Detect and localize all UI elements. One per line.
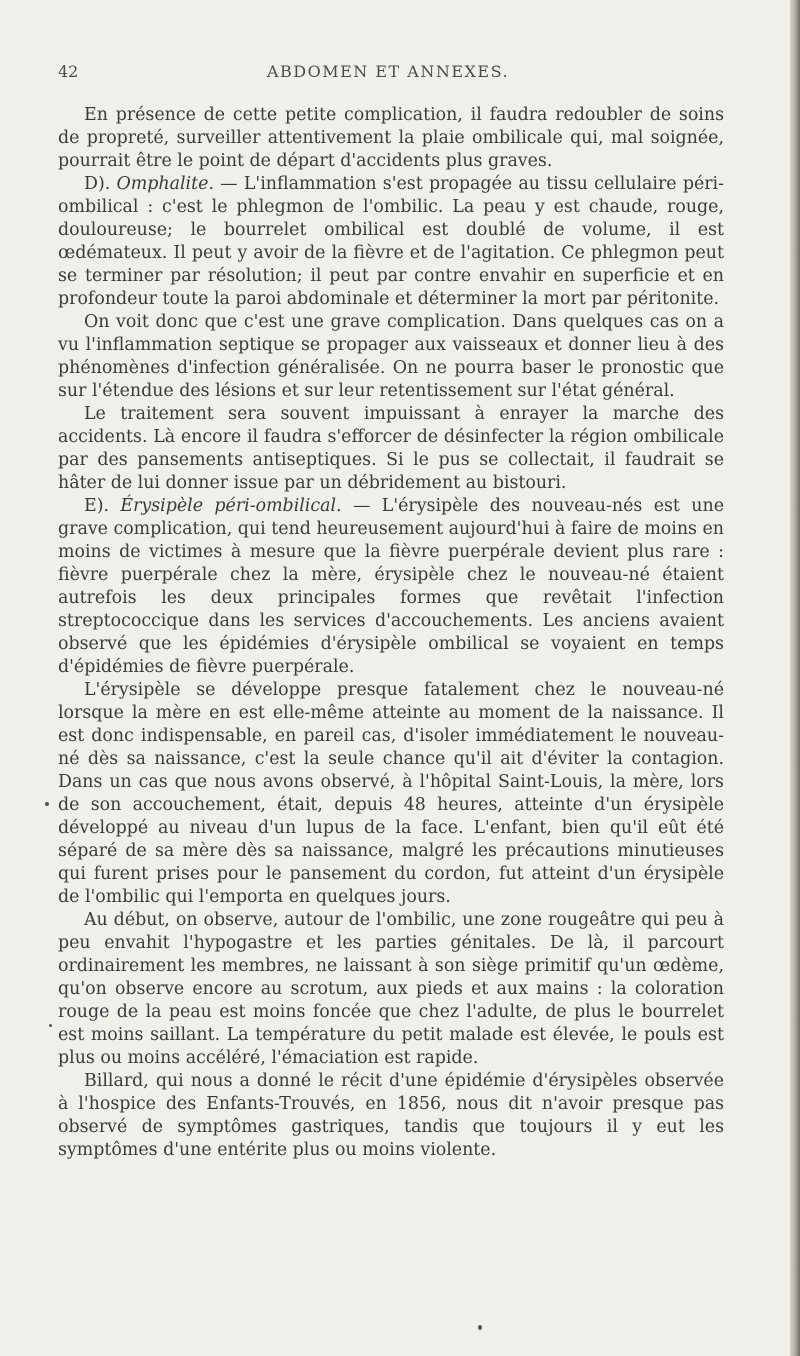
paragraph-erysipele xyxy=(58,495,724,679)
paragraph-traitement xyxy=(58,403,724,495)
paragraph-text: L'érysipèle se développe presque fatalement chez le nouveau-né lorsque la mère en est elle-même atteinte au moment de la naissance. Il est donc indispensable, en pareil cas, d'isoler immédiatement le nouveau-né dès sa naissance, c'est la seule chance qu'il ait d'éviter la contagion. Dans un cas que nous avons observé, à l'hôpital Saint-Louis, la mère, lors de son accouchement, était, depuis 48 heures, atteinte d'un érysipèle développé au niveau d'un lupus de la face. L'enfant, bien qu'il eût été séparé de sa mère dès sa naissance, malgré les précautions minutieuses qui furent prises pour le pansement du cordon, fut atteint d'un érysipèle de l'ombilic qui l'emporta en quelques jours. xyxy=(58,680,724,907)
paragraph-text: En présence de cette petite complication, il faudra redoubler de soins de propreté, surveiller attentivement la plaie ombilicale qui, mal soignée, pourrait être le point de départ d'accidents plus graves. xyxy=(58,105,724,171)
running-title: ABDOMEN ET ANNEXES. xyxy=(266,62,510,81)
ink-speck xyxy=(478,1325,482,1330)
paragraph-billard xyxy=(58,1070,724,1162)
paragraph-debut xyxy=(58,909,724,1070)
paragraph-complication xyxy=(58,311,724,403)
ink-speck xyxy=(45,802,49,806)
paragraph-text: — L'inflammation s'est propagée au tissu cellulaire péri-ombilical : c'est le phlegmon de l'ombilic. La peau y est chaude, rouge, douloureuse; le bourrelet ombilical est doublé de volume, il est œdémateux. Il peut y avoir de la fièvre et de l'agitation. Ce phlegmon peut se terminer par résolution; il peut par contre envahir en superficie et en profondeur toute la paroi abdominale et déterminer la mort par péritonite. xyxy=(58,174,724,309)
section-title: Omphalite. xyxy=(116,174,214,194)
paragraph-text: — L'érysipèle des nouveau-nés est une grave complication, qui tend heureusement aujourd'hui à faire de moins en moins de victimes à mesure que la fièvre puerpérale devient plus rare : fièvre puerpérale chez la mère, érysipèle chez le nouveau-né étaient autrefois les deux principales formes que revêtait l'infection streptococcique dans les services d'accouchements. Les anciens avaient observé que les épidémies d'érysipèle ombilical se voyaient en temps d'épidémies de fièvre puerpérale. xyxy=(58,496,724,677)
running-head xyxy=(58,62,718,84)
body-text xyxy=(58,104,724,1162)
page-edge-shadow xyxy=(790,0,800,1356)
page-number: 42 xyxy=(58,62,79,81)
paragraph-omphalite xyxy=(58,173,724,311)
paragraph-contagion xyxy=(58,679,724,909)
paragraph-text: On voit donc que c'est une grave complication. Dans quelques cas on a vu l'inflammation septique se propager aux vaisseaux et donner lieu à des phénomènes d'infection généralisée. On ne pourra baser le pronostic que sur l'étendue des lésions et sur leur retentissement sur l'état général. xyxy=(58,312,724,401)
paragraph-intro xyxy=(58,104,724,173)
ink-speck xyxy=(49,1024,52,1027)
paragraph-text: Au début, on observe, autour de l'ombilic, une zone rougeâtre qui peu à peu envahit l'hypogastre et les parties génitales. De là, il parcourt ordinairement les membres, ne laissant à son siège primitif qu'un œdème, qu'on observe encore au scrotum, aux pieds et aux mains : la coloration rouge de la peau est moins foncée que chez l'adulte, de plus le bourrelet est moins saillant. La température du petit malade est élevée, le pouls est plus ou moins accéléré, l'émaciation est rapide. xyxy=(58,910,724,1068)
paragraph-text: Billard, qui nous a donné le récit d'une épidémie d'érysipèles observée à l'hospice des Enfants-Trouvés, en 1856, nous dit n'avoir presque pas observé de symptômes gastriques, tandis que toujours il y eut les symptômes d'une entérite plus ou moins violente. xyxy=(58,1071,724,1160)
section-label: E). xyxy=(84,496,110,516)
section-title: Érysipèle péri-ombilical. xyxy=(120,496,342,516)
section-label: D). xyxy=(84,174,111,194)
paragraph-text: Le traitement sera souvent impuissant à enrayer la marche des accidents. Là encore il faudra s'efforcer de désinfecter la région ombilicale par des pansements antiseptiques. Si le pus se collectait, il faudrait se hâter de lui donner issue par un débridement au bistouri. xyxy=(58,404,724,493)
